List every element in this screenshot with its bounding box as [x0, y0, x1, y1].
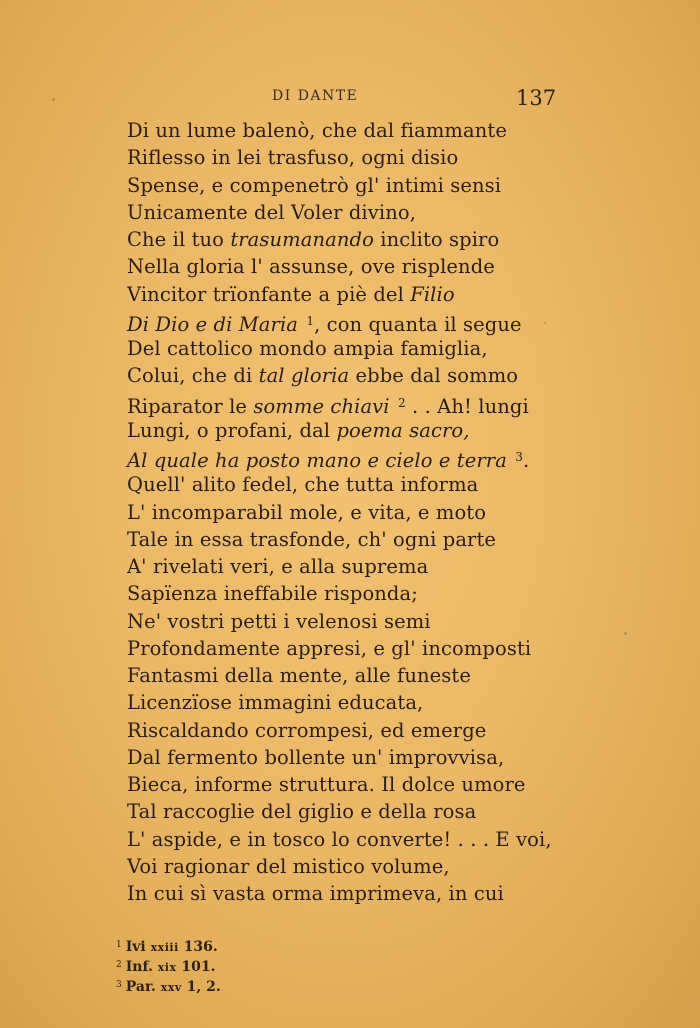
- italic-text: Al quale ha posto mano e cielo e terra: [127, 449, 507, 472]
- footnote: [116, 975, 221, 995]
- verse-text: Dal fermento bollente un' improvvisa,: [127, 745, 505, 769]
- paper-fleck: [544, 322, 546, 324]
- footnote-text: Ivi: [125, 939, 151, 955]
- verse-line: [127, 744, 567, 771]
- footnote-text: 1, 2.: [181, 979, 221, 995]
- footnote-reference: 3: [515, 450, 524, 464]
- verse-line: [127, 308, 567, 335]
- verse-text: Di un lume balenò, che dal fiammante: [127, 119, 507, 142]
- verse-text: Vincitor trïonfante a piè del: [127, 282, 411, 306]
- verse-line: [127, 117, 567, 144]
- verse-line: [127, 253, 567, 280]
- verse-line: [127, 689, 567, 716]
- verse-line: [127, 335, 567, 362]
- verse-text: [298, 313, 304, 336]
- footnote: [116, 935, 221, 955]
- verse-text: Spense, e compenetrò gl' intimi sensi: [127, 173, 502, 197]
- verse-text: , con quanta il segue: [314, 312, 522, 336]
- verse-text: Lungi, o profani, dal: [127, 418, 337, 442]
- verse-line: [127, 826, 567, 853]
- verse-line: [127, 771, 567, 798]
- verse-text: . . Ah! lungi: [405, 394, 529, 418]
- verse-text: ebbe dal sommo: [349, 364, 519, 388]
- verse-text: .: [523, 449, 530, 472]
- verse-line: [127, 226, 567, 253]
- verse-line: [127, 580, 567, 607]
- verse-text: Fantasmi della mente, alle funeste: [127, 664, 471, 687]
- verse-text: Quell' alito fedel, che tutta informa: [127, 473, 479, 497]
- verse-line: [127, 499, 567, 526]
- verse-text: Nella gloria l' assunse, ove risplende: [127, 255, 495, 279]
- verse-line: [127, 798, 567, 825]
- footnote-text: Inf.: [125, 959, 158, 975]
- verse-text: Tal raccoglie del giglio e della rosa: [127, 800, 477, 824]
- verse-text: Licenzïose immagini educata,: [127, 691, 424, 715]
- verse-text: A' rivelati veri, e alla suprema: [127, 555, 429, 578]
- verse-text: Riparator le: [127, 394, 254, 418]
- footnote-canto: xxv: [160, 981, 182, 994]
- footnote-reference: 2: [397, 395, 406, 410]
- verse-line: [127, 281, 567, 308]
- verse-line: [127, 526, 567, 553]
- verse-text: Riscaldando corrompesi, ed emerge: [127, 718, 487, 742]
- paper-fleck: [624, 632, 627, 635]
- footnote-reference: 1: [306, 313, 315, 328]
- verse-line: [127, 717, 567, 744]
- italic-text: poema sacro,: [336, 418, 470, 442]
- footnote-marker: 1: [116, 940, 122, 950]
- footnote-canto: xxiii: [150, 941, 179, 954]
- verse-text: Unicamente del Voler divino,: [127, 200, 416, 224]
- page-number: 137: [516, 86, 557, 110]
- verse-line: [127, 608, 567, 635]
- verse-text: Che il tuo: [127, 228, 231, 251]
- verse-text: Voi ragionar del mistico volume,: [127, 854, 450, 878]
- verse-body: [127, 117, 567, 907]
- verse-text: Bieca, informe struttura. Il dolce umore: [127, 773, 526, 796]
- running-title: DI DANTE: [272, 88, 359, 104]
- verse-line: [127, 390, 567, 417]
- verse-line: [127, 172, 567, 199]
- italic-text: trasumanando: [230, 228, 374, 251]
- verse-text: Riflesso in lei trasfuso, ogni disio: [127, 146, 459, 170]
- footnotes: [116, 935, 221, 995]
- footnote-text: 101.: [176, 959, 216, 975]
- verse-text: Colui, che di: [127, 364, 259, 388]
- verse-line: [127, 444, 567, 471]
- footnote-marker: 3: [116, 980, 122, 990]
- verse-line: [127, 471, 567, 498]
- verse-text: Tale in essa trasfonde, ch' ogni parte: [127, 527, 497, 551]
- verse-text: L' incomparabil mole, e vita, e moto: [127, 500, 487, 524]
- verse-text: [507, 449, 513, 472]
- verse-line: [127, 144, 567, 171]
- footnote-text: Par.: [125, 979, 161, 995]
- verse-text: In cui sì vasta orma imprimeva, in cui: [127, 882, 504, 905]
- verse-line: [127, 880, 567, 907]
- footnote-canto: xix: [157, 961, 177, 974]
- italic-text: somme chiavi: [253, 394, 390, 418]
- verse-text: L' aspide, e in tosco lo converte! . . . E voi,: [127, 827, 552, 851]
- verse-text: Ne' vostri petti i velenosi semi: [127, 609, 431, 633]
- italic-text: Di Dio e di Maria: [127, 312, 299, 336]
- paper-fleck: [52, 98, 55, 101]
- footnote: [116, 955, 221, 975]
- verse-line: [127, 553, 567, 580]
- verse-text: Sapïenza ineffabile risponda;: [127, 582, 418, 606]
- verse-text: Del cattolico mondo ampia famiglia,: [127, 337, 488, 360]
- italic-text: tal gloria: [258, 364, 350, 388]
- verse-text: Profondamente appresi, e gl' incomposti: [127, 636, 532, 660]
- footnote-marker: 2: [116, 960, 122, 970]
- verse-line: [127, 199, 567, 226]
- verse-text: [390, 395, 396, 418]
- verse-line: [127, 662, 567, 689]
- verse-line: [127, 635, 567, 662]
- italic-text: Filio: [410, 282, 455, 306]
- verse-text: inclito spiro: [373, 228, 500, 251]
- verse-line: [127, 853, 567, 880]
- verse-line: [127, 417, 567, 444]
- footnote-text: 136.: [178, 939, 218, 955]
- verse-line: [127, 362, 567, 389]
